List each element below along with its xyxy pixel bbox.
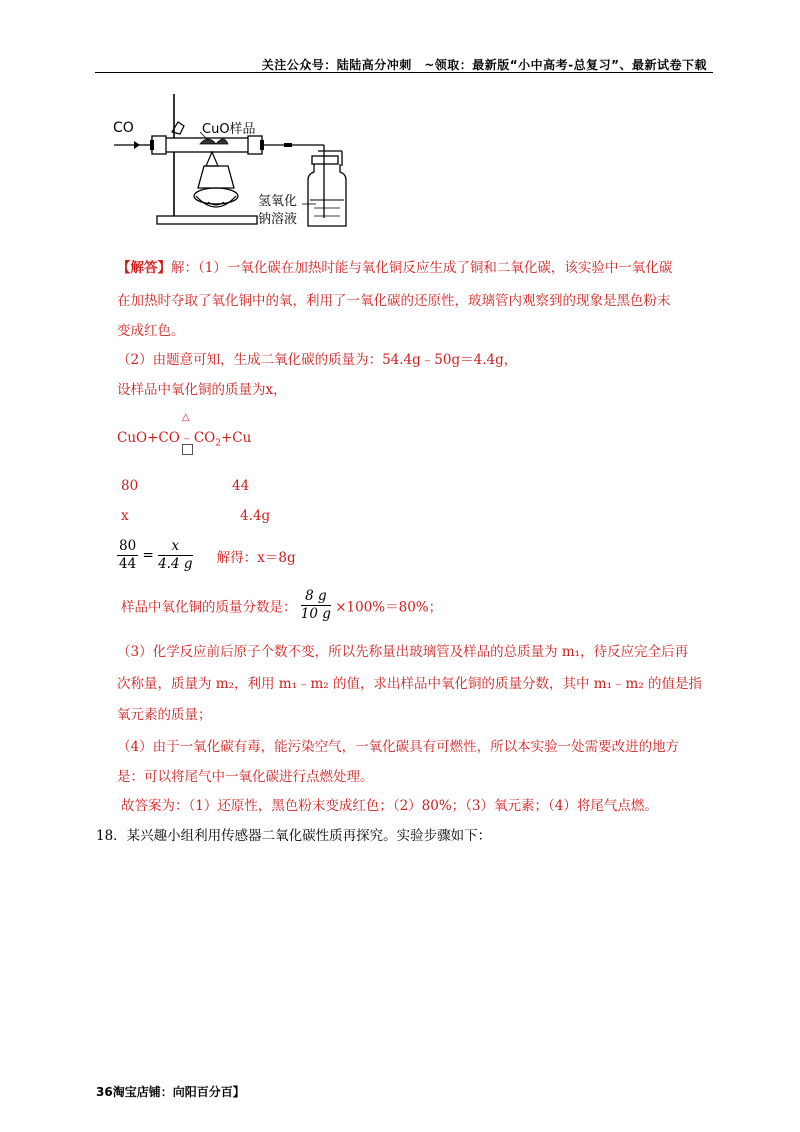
answer-p2-l1: （2）由题意可知，生成二氧化碳的质量为：54.4g﹣50g＝4.4g，	[117, 352, 518, 368]
eq-condition-heat: △	[181, 412, 190, 423]
page-footer: 36淘宝店铺：向阳百分百】	[96, 1085, 245, 1099]
ratio-80: 80	[121, 478, 139, 494]
mass-fraction-tail: ×100%＝80%；	[335, 599, 443, 616]
proportion-right	[158, 538, 192, 573]
mass-fraction-num: 8 g	[301, 588, 331, 606]
eq-condition-sign: ﹣	[180, 430, 194, 446]
answer-p3-l1: （3）化学反应前后原子个数不变，所以先称量出玻璃管及样品的总质量为 m₁，待反应完全后再	[117, 644, 689, 660]
answer-p1-l3: 变成红色。	[117, 323, 185, 339]
eq-left: CuO+CO	[117, 430, 180, 446]
prop-equals: =	[142, 547, 154, 564]
final-answer: 故答案为：（1）还原性，黑色粉末变成红色；（2）80%；（3）氧元素；（4）将尾气点燃。	[121, 798, 658, 814]
proportion-left	[117, 538, 138, 573]
naoh-label-line1: 氢氧化	[258, 194, 298, 209]
prop-num-left: 80	[119, 538, 137, 554]
prop-den-left: 44	[119, 556, 137, 572]
proportion-row	[117, 538, 296, 573]
answer-p1-l2: 在加热时夺取了氧化铜中的氧，利用了一氧化碳的还原性，玻璃管内观察到的现象是黑色粉末	[117, 293, 671, 309]
answer-p1-l1: （1）一氧化碳在加热时能与氧化铜反应生成了铜和二氧化碳，该实验中一氧化碳	[198, 260, 673, 276]
eq-condition-box	[182, 444, 193, 455]
ratio-44: 44	[232, 478, 250, 494]
eq-right-tail: +Cu	[220, 430, 252, 446]
eq-condition	[180, 412, 194, 446]
chemical-equation	[117, 412, 252, 449]
ratio-x: x	[121, 508, 129, 524]
mass-fraction-row	[121, 588, 442, 623]
eq-right: CO	[193, 430, 216, 446]
answer-p4-l2: 是：可以将尾气中一氧化碳进行点燃处理。	[117, 769, 374, 785]
answer-p3-l2: 次称量，质量为 m₂，利用 m₁﹣m₂ 的值，求出样品中氧化铜的质量分数，其中 m₁﹣m₂ 的值是指	[117, 676, 703, 692]
ratio-4-4g: 4.4g	[240, 508, 271, 524]
answer-p2-l2: 设样品中氧化铜的质量为x，	[117, 382, 287, 398]
mass-fraction	[301, 588, 331, 623]
page-header: 关注公众号：陆陆高分冲刺 ~领取：最新版“小中高考-总复习”、最新试卷下载	[261, 58, 707, 72]
answer-p3-l3: 氧元素的质量；	[117, 707, 212, 723]
solve-result: 解得：x＝8g	[216, 549, 296, 566]
answer-tag: 【解答】	[117, 260, 171, 276]
prop-num-right: x	[158, 538, 192, 556]
answer-lead: 解：	[171, 260, 198, 276]
mass-fraction-label: 样品中氧化铜的质量分数是：	[121, 599, 297, 616]
apparatus-figure	[112, 92, 362, 232]
answer-p4-l1: （4）由于一氧化碳有毒，能污染空气，一氧化碳具有可燃性，所以本实验一处需要改进的地方	[117, 739, 680, 755]
header-rule	[95, 72, 713, 73]
cuo-sample-label: CuO样品	[202, 122, 256, 137]
prop-den-right: 4.4 g	[158, 556, 193, 572]
apparatus-diagram	[112, 92, 362, 232]
eq-right-sub: 2	[215, 438, 221, 449]
co-label: CO	[113, 120, 134, 136]
answer-line-1	[117, 256, 672, 276]
mass-fraction-den: 10 g	[300, 606, 331, 622]
question-18: 18．某兴趣小组利用传感器二氧化碳性质再探究。实验步骤如下：	[96, 828, 492, 844]
naoh-label-line2: 钠溶液	[258, 212, 298, 227]
